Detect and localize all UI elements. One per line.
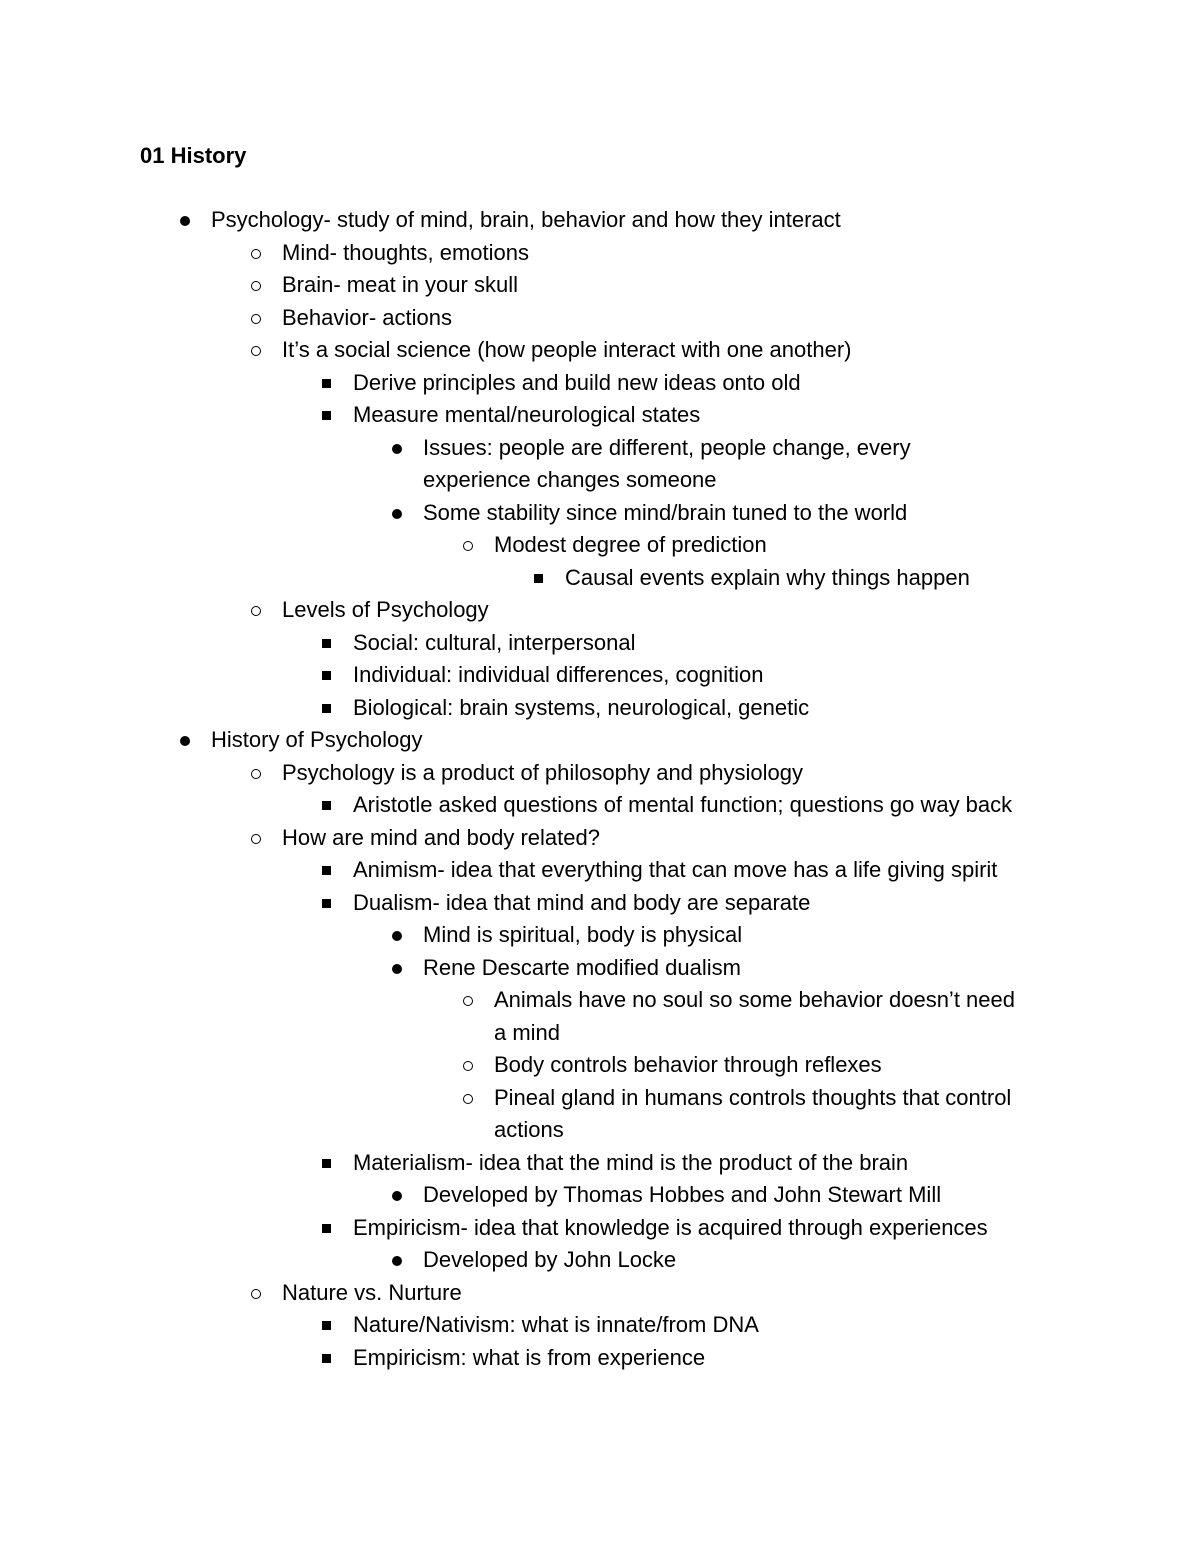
bullet-disc-icon [392,444,402,454]
list-item: Causal events explain why things happen [565,564,970,590]
list-item: Behavior- actions [282,304,452,330]
list-item: Issues: people are different, people change, every [423,434,911,460]
bullet-square-icon [322,671,331,680]
list-item: Aristotle asked questions of mental function; questions go way back [353,792,1013,817]
bullet-circle-icon [251,346,261,356]
bullet-square-icon [322,801,331,810]
bullet-circle-icon [251,606,261,616]
bullet-circle-icon [251,249,261,259]
list-item: Animals have no soul so some behavior doesn’t need [494,987,1015,1012]
bullet-circle-icon [251,834,261,844]
list-item: Empiricism: what is from experience [353,1344,706,1370]
list-item: a mind [494,1019,561,1045]
list-item: How are mind and body related? [282,824,600,850]
list-item: Measure mental/neurological states [353,402,701,427]
bullet-circle-icon [463,1094,473,1104]
page-title: 01 History [140,143,247,168]
list-item: Nature vs. Nurture [282,1279,462,1305]
list-item: Rene Descarte modified dualism [423,954,741,980]
bullet-disc-icon [392,931,402,941]
list-item: Individual: individual differences, cognition [353,662,764,687]
bullet-disc-icon [392,1256,402,1266]
list-item: It’s a social science (how people interact with one another) [282,337,852,362]
bullet-square-icon [322,1354,331,1363]
list-item: Brain- meat in your skull [282,272,518,297]
list-item: Animism- idea that everything that can move has a life giving spirit [353,857,998,882]
list-item: actions [494,1117,564,1142]
list-item: Empiricism- idea that knowledge is acquired through experiences [353,1214,988,1240]
list-item: Derive principles and build new ideas onto old [353,369,801,395]
list-item: Some stability since mind/brain tuned to the world [423,499,908,525]
bullet-square-icon [322,379,331,388]
bullet-disc-icon [392,1191,402,1201]
list-item: Materialism- idea that the mind is the product of the brain [353,1149,909,1175]
list-item: Psychology- study of mind, brain, behavior and how they interact [211,207,841,232]
bullet-square-icon [322,1321,331,1330]
bullet-square-icon [322,704,331,713]
list-item: Mind- thoughts, emotions [282,239,530,265]
bullet-square-icon [322,899,331,908]
bullet-square-icon [322,866,331,875]
list-item: Modest degree of prediction [494,532,767,557]
bullet-square-icon [534,574,543,583]
list-item: Body controls behavior through reflexes [494,1052,882,1077]
bullet-circle-icon [251,281,261,291]
list-item: Pineal gland in humans controls thoughts that control [494,1084,1012,1110]
bullet-square-icon [322,1224,331,1233]
list-item: Nature/Nativism: what is innate/from DNA [353,1312,759,1337]
list-item: Developed by John Locke [423,1247,677,1272]
bullet-disc-icon [180,736,190,746]
list-item: experience changes someone [423,467,717,492]
bullet-square-icon [322,1159,331,1168]
bullet-disc-icon [392,964,402,974]
bullet-circle-icon [251,769,261,779]
bullet-circle-icon [251,314,261,324]
bullet-circle-icon [463,1061,473,1071]
bullet-circle-icon [463,541,473,551]
list-item: Levels of Psychology [282,597,489,622]
list-item: Dualism- idea that mind and body are separate [353,889,811,915]
bullet-square-icon [322,639,331,648]
list-item: Mind is spiritual, body is physical [423,922,743,947]
bullet-circle-icon [463,996,473,1006]
list-item: Social: cultural, interpersonal [353,629,636,655]
bullet-disc-icon [180,216,190,226]
list-item: Psychology is a product of philosophy and physiology [282,759,803,785]
bullet-circle-icon [251,1289,261,1299]
list-item: Developed by Thomas Hobbes and John Stewart Mill [423,1182,942,1207]
list-item: Biological: brain systems, neurological, genetic [353,694,810,720]
bullet-square-icon [322,411,331,420]
bullet-disc-icon [392,509,402,519]
list-item: History of Psychology [211,727,423,752]
